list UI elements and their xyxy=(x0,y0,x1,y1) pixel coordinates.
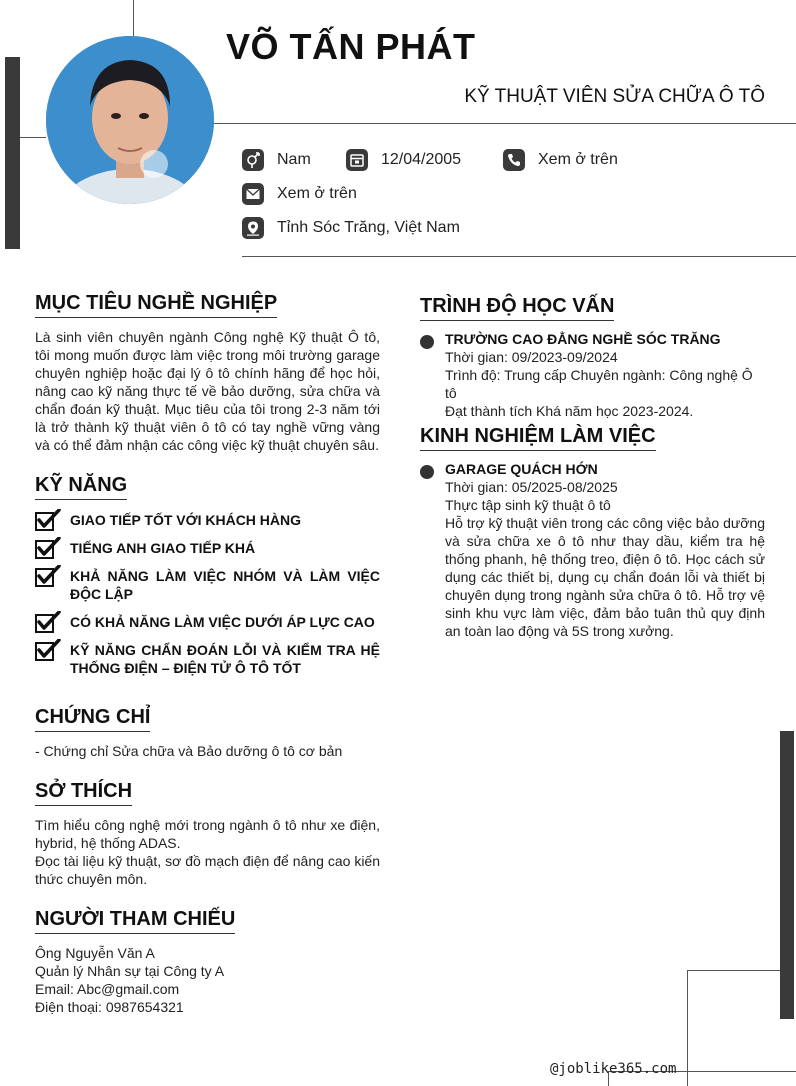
skill-label: KHẢ NĂNG LÀM VIỆC NHÓM VÀ LÀM VIỆC ĐỘC LẬP xyxy=(70,568,380,602)
left-accent-bar xyxy=(5,57,20,249)
skill-item xyxy=(35,613,380,633)
email-value: Xem ở trên xyxy=(277,185,357,202)
skill-item xyxy=(35,539,380,559)
objective-title: MỤC TIÊU NGHỀ NGHIỆP xyxy=(35,292,277,318)
skill-item xyxy=(35,567,380,603)
hobby-line: Tìm hiểu công nghệ mới trong ngành ô tô như xe điện, hybrid, hệ thống ADAS. xyxy=(35,817,380,851)
experience-position: Thực tập sinh kỹ thuật ô tô xyxy=(445,497,611,513)
education-title: TRÌNH ĐỘ HỌC VẤN xyxy=(420,295,614,321)
envelope-icon xyxy=(242,183,264,205)
hobbies-text xyxy=(35,816,380,888)
gender-value: Nam xyxy=(277,151,311,168)
skill-item xyxy=(35,641,380,677)
education-level: Trình độ: Trung cấp Chuyên ngành: Công nghệ Ô tô xyxy=(445,367,753,401)
phone-icon xyxy=(503,149,525,171)
info-phone xyxy=(503,149,618,171)
phone-value: Xem ở trên xyxy=(538,151,618,168)
footer-brand: @joblike365.com xyxy=(550,1061,677,1077)
info-email xyxy=(242,183,357,205)
experience-entry xyxy=(420,460,765,640)
experience-time: Thời gian: 05/2025-08/2025 xyxy=(445,479,618,495)
skill-label: TIẾNG ANH GIAO TIẾP KHÁ xyxy=(70,540,256,556)
info-gender xyxy=(242,149,311,171)
frame-line-left xyxy=(20,137,46,138)
avatar xyxy=(46,36,214,204)
experience-title: KINH NGHIỆM LÀM VIỆC xyxy=(420,425,656,451)
bullet-dot xyxy=(420,465,434,479)
info-divider xyxy=(242,256,796,257)
hobby-line: Đọc tài liệu kỹ thuật, sơ đồ mạch điện để nâng cao kiến thức chuyên môn. xyxy=(35,853,380,887)
candidate-name: VÕ TẤN PHÁT xyxy=(226,26,476,67)
bullet-dot xyxy=(420,335,434,349)
birthday-value: 12/04/2005 xyxy=(381,151,462,168)
references-text xyxy=(35,944,380,1016)
checkmark-icon xyxy=(35,639,61,661)
frame-line-bottom-left xyxy=(687,970,688,1086)
right-accent-bar xyxy=(780,731,794,1019)
company-name: GARAGE QUÁCH HỚN xyxy=(445,461,598,477)
skill-item xyxy=(35,511,380,531)
education-achievement: Đạt thành tích Khá năm học 2023-2024. xyxy=(445,403,694,419)
reference-line: Điện thoại: 0987654321 xyxy=(35,999,184,1015)
certificates-title: CHỨNG CHỈ xyxy=(35,706,150,732)
location-pin-icon xyxy=(242,217,264,239)
experience-description: Hỗ trợ kỹ thuật viên trong các công việc bảo dưỡng và sửa chữa xe ô tô như thay dầu, kiểm tra hệ thống phanh, hệ thống treo, điện ô tô. Học cách sử dụng các thiết bị, dụng cụ chẩn đoán lỗi và thiết bị chuyên dụng trong ngành sửa chữa ô tô. Hỗ trợ vệ sinh khu vực làm việc, đảm bảo tuân thủ quy định an toàn lao động và 5S trong xưởng. xyxy=(445,515,765,639)
skill-label: GIAO TIẾP TỐT VỚI KHÁCH HÀNG xyxy=(70,512,302,528)
address-value: Tỉnh Sóc Trăng, Việt Nam xyxy=(277,219,460,236)
hobbies-title: SỞ THÍCH xyxy=(35,780,132,806)
objective-text: Là sinh viên chuyên ngành Công nghệ Kỹ thuật Ô tô, tôi mong muốn được làm việc trong môi trường garage chuyên nghiệp hoặc đại lý ô tô chính hãng để học hỏi, nâng cao kỹ năng thực tế về bảo dưỡng, sửa chữa và chẩn đoán kỹ thuật. Mục tiêu của tôi trong 2-3 năm tới là trở thành kỹ thuật viên ô tô có tay nghề vững vàng và có thể đảm nhận các công việc kỹ thuật chuyên sâu. xyxy=(35,329,380,453)
certificates-text: - Chứng chỉ Sửa chữa và Bảo dưỡng ô tô cơ bản xyxy=(35,743,343,759)
checkmark-icon xyxy=(35,565,61,587)
header-divider xyxy=(214,123,796,124)
frame-line-top xyxy=(133,0,134,36)
info-address xyxy=(242,217,460,239)
reference-line: Quản lý Nhân sự tại Công ty A xyxy=(35,963,225,979)
references-title: NGƯỜI THAM CHIẾU xyxy=(35,908,235,934)
checkmark-icon xyxy=(35,611,61,633)
reference-line: Email: Abc@gmail.com xyxy=(35,981,180,997)
frame-line-bottom-top xyxy=(687,970,780,971)
school-name: TRƯỜNG CAO ĐẲNG NGHỀ SÓC TRĂNG xyxy=(445,331,721,347)
reference-line: Ông Nguyễn Văn A xyxy=(35,945,155,961)
skill-label: KỸ NĂNG CHẨN ĐOÁN LỖI VÀ KIỂM TRA HỆ THỐNG ĐIỆN – ĐIỆN TỬ Ô TÔ TỐT xyxy=(70,642,380,676)
checkmark-icon xyxy=(35,537,61,559)
checkmark-icon xyxy=(35,509,61,531)
job-title: KỸ THUẬT VIÊN SỬA CHỮA Ô TÔ xyxy=(464,86,765,107)
education-entry xyxy=(420,330,765,420)
skills-title: KỸ NĂNG xyxy=(35,474,127,500)
education-time: Thời gian: 09/2023-09/2024 xyxy=(445,349,618,365)
avatar-photo xyxy=(46,36,214,204)
gender-icon xyxy=(242,149,264,171)
info-birthday xyxy=(346,149,461,171)
calendar-icon xyxy=(346,149,368,171)
skill-label: CÓ KHẢ NĂNG LÀM VIỆC DƯỚI ÁP LỰC CAO xyxy=(70,614,375,630)
